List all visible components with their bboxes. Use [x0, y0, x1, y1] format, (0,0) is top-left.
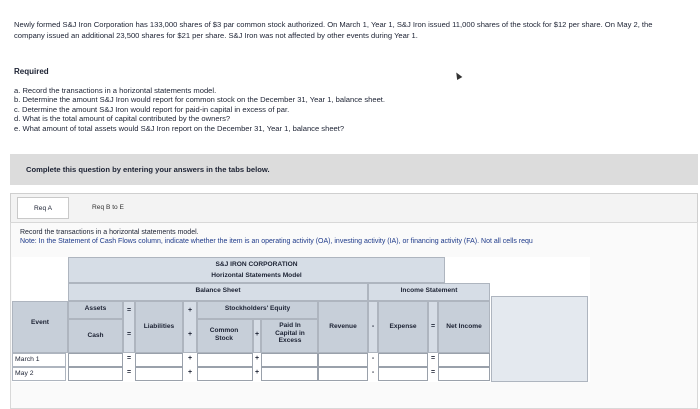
expense-input[interactable]	[378, 353, 428, 367]
expense-label: Expense	[389, 323, 417, 330]
expense-input[interactable]	[378, 367, 428, 381]
minus-symbol: -	[371, 369, 375, 376]
revenue-label: Revenue	[329, 323, 357, 330]
problem-statement: Newly formed S&J Iron Corporation has 133,000 shares of $3 par common stock authorized. On March 1, Year 1, S&J Iron issued 11,000 shares of the stock for $12 per share. On May 2, the company issued an additional 23,500 shares for $21 per share. S&J Iron was not affected by other events during Year 1.	[14, 20, 653, 40]
equals-symbol: =	[430, 323, 436, 330]
complete-prompt: Complete this question by entering your answers in the tabs below.	[26, 165, 270, 174]
row-event-label: May 2	[12, 367, 66, 381]
plus-symbol: +	[187, 307, 193, 314]
income-statement-label: Income Statement	[400, 287, 458, 294]
equals-symbol: =	[430, 355, 436, 362]
equals-symbol: =	[126, 369, 132, 376]
note-text: Note: In the Statement of Cash Flows column, indicate whether the item is an operating activity (OA), investing activity (IA), or financing activity (FA). Not all cells requ	[20, 238, 533, 245]
plus-symbol: +	[187, 331, 193, 338]
plus-symbol: +	[254, 355, 260, 362]
requirement-c: c. Determine the amount S&J Iron would report for paid-in capital in excess of par.	[14, 104, 290, 114]
tab-req-a[interactable]: Req A	[17, 197, 69, 219]
plus-symbol: +	[187, 355, 193, 362]
cash-label: Cash	[87, 332, 104, 339]
requirement-a: a. Record the transactions in a horizontal statements model.	[14, 86, 217, 95]
revenue-input[interactable]	[318, 367, 368, 381]
equals-symbol: =	[126, 307, 132, 314]
paid-in-capital-input[interactable]	[261, 367, 318, 381]
requirement-d: d. What is the total amount of capital contributed by the owners?	[14, 114, 231, 124]
minus-symbol: -	[371, 355, 375, 362]
liabilities-label: Liabilities	[143, 323, 175, 330]
paid-in-capital-input[interactable]	[261, 353, 318, 367]
required-heading: Required	[14, 67, 49, 76]
common-stock-input[interactable]	[197, 353, 253, 367]
plus-symbol: +	[254, 331, 260, 338]
mouse-cursor-icon	[454, 71, 463, 80]
instructions	[20, 228, 533, 246]
assets-label: Assets	[84, 305, 107, 312]
paid-in-capital-label: Paid In Capital in Excess	[275, 322, 305, 344]
equals-symbol: =	[126, 355, 132, 362]
event-label: Event	[31, 319, 49, 326]
requirement-b: b. Determine the amount S&J Iron would report for common stock on the December 31, Year 1, balance sheet.	[14, 95, 386, 105]
common-stock-label: Common Stock	[209, 327, 239, 342]
cash-flows-column	[491, 296, 588, 382]
stockholders-equity-label: Stockholders' Equity	[224, 305, 291, 312]
common-stock-input[interactable]	[197, 367, 253, 381]
model-title: Horizontal Statements Model	[211, 272, 302, 279]
cash-input[interactable]	[68, 367, 123, 381]
net-income-input[interactable]	[438, 353, 490, 367]
plus-symbol: +	[254, 369, 260, 376]
net-income-input[interactable]	[438, 367, 490, 381]
requirements-list	[14, 86, 385, 133]
cash-input[interactable]	[68, 353, 123, 367]
minus-symbol: -	[371, 323, 375, 330]
balance-sheet-label: Balance Sheet	[195, 287, 241, 294]
equals-symbol: =	[126, 331, 132, 338]
tab-bar	[10, 193, 698, 223]
row-event-label: March 1	[12, 353, 66, 367]
complete-banner	[10, 154, 698, 185]
plus-symbol: +	[187, 369, 193, 376]
liabilities-input[interactable]	[135, 353, 183, 367]
instruction-text: Record the transactions in a horizontal statements model.	[20, 229, 199, 236]
tab-req-b-to-e[interactable]: Req B to E	[92, 204, 124, 211]
requirement-e: e. What amount of total assets would S&J Iron report on the December 31, Year 1, balance sheet?	[14, 123, 345, 133]
liabilities-input[interactable]	[135, 367, 183, 381]
company-name: S&J IRON CORPORATION	[215, 261, 298, 268]
net-income-label: Net Income	[446, 323, 482, 330]
revenue-input[interactable]	[318, 353, 368, 367]
event-header	[12, 301, 68, 353]
equals-symbol: =	[430, 369, 436, 376]
